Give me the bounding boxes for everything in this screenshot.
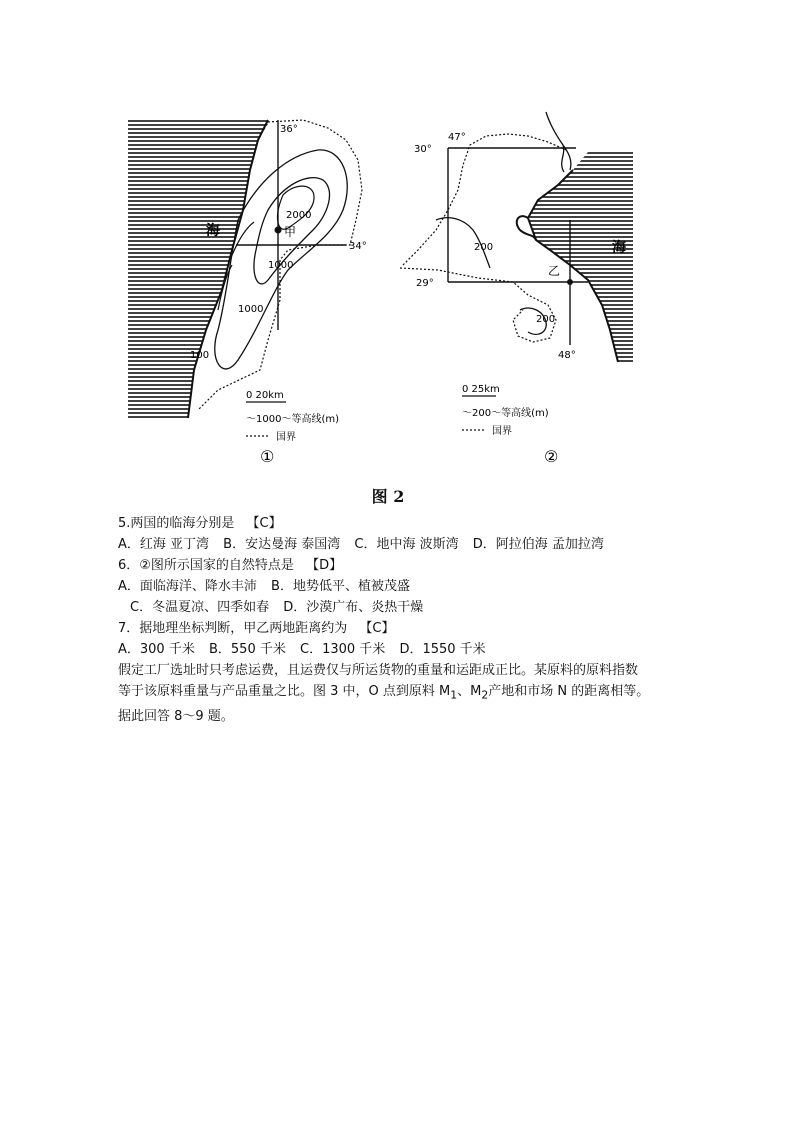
river-2 <box>546 112 571 172</box>
map-number-2: ② <box>544 447 559 466</box>
passage-line-1: 假定工厂选址时只考虑运费，且运费仅与所运货物的重量和运距成正比。某原料的原料指数 <box>118 663 639 678</box>
legend-border-2: 国界 <box>492 426 512 437</box>
passage-line-2 <box>118 681 698 706</box>
q6-option-b: B．地势低平、植被茂盛 <box>271 579 410 594</box>
question-6-stem: 6．②图所示国家的自然特点是 <box>118 558 294 573</box>
q5-option-a: A．红海 亚丁湾 <box>118 537 210 552</box>
lat-29-label: 29° <box>416 278 434 289</box>
question-5-stem: 5.两国的临海分别是 <box>118 516 235 531</box>
legend-contour-1: ～1000～等高线(m) <box>246 414 339 425</box>
question-7-stem: 7．据地理坐标判断，甲乙两地距离约为 <box>118 621 348 636</box>
q6-option-c: C．冬温夏凉、四季如春 <box>130 600 270 615</box>
legend-contour-2: ～200～等高线(m) <box>462 408 549 419</box>
q6-option-d: D．沙漠广布、炎热干燥 <box>283 600 424 615</box>
scale-label-1: 0 20km <box>246 390 284 401</box>
figure-2 <box>118 100 658 510</box>
question-6-answer: 【D】 <box>306 558 343 573</box>
q5-option-b: B．安达曼海 泰国湾 <box>223 537 341 552</box>
passage-line-3: 据此回答 8～9 题。 <box>118 708 234 724</box>
legend-border-1: 国界 <box>276 432 296 443</box>
question-6 <box>118 555 698 576</box>
place-label-jia: 甲 <box>284 225 297 239</box>
question-block <box>118 513 698 727</box>
passage-line-2-part-c: 产地和市场 N 的距离相等。 <box>488 684 650 699</box>
q5-option-c: C．地中海 波斯湾 <box>354 537 459 552</box>
q6-option-a: A．面临海洋、降水丰沛 <box>118 579 257 594</box>
lat-30-label: 30° <box>414 144 432 155</box>
map-2 <box>400 112 633 466</box>
q7-option-d: D．1550 千米 <box>399 642 486 657</box>
place-dot-yi <box>567 279 573 285</box>
maps-illustration <box>118 100 658 480</box>
place-dot-jia <box>275 227 282 234</box>
contour-inner-1 <box>278 186 314 229</box>
question-7-options <box>118 639 698 660</box>
question-6-options-row2 <box>118 597 698 618</box>
question-5 <box>118 513 698 534</box>
q7-option-a: A．300 千米 <box>118 642 195 657</box>
question-7-answer: 【C】 <box>359 621 395 636</box>
sea-label-1: 海 <box>206 223 220 239</box>
contour-label-2000: 2000 <box>286 210 312 221</box>
subscript-2: 2 <box>481 688 489 702</box>
passage-line-2-part-b: 、M <box>457 684 482 699</box>
q7-option-c: C．1300 千米 <box>300 642 386 657</box>
passage-line-2-part-a: 等于该原料重量与产品重量之比。图 3 中，O 点到原料 M <box>118 684 451 699</box>
scale-label-2: 0 25km <box>462 384 500 395</box>
question-5-answer: 【C】 <box>246 516 282 531</box>
lon-47-label: 47° <box>448 132 466 143</box>
subscript-1: 1 <box>450 688 458 702</box>
q7-option-b: B．550 千米 <box>208 642 286 657</box>
map-number-1: ① <box>260 447 275 466</box>
q5-option-d: D．阿拉伯海 孟加拉湾 <box>472 537 604 552</box>
sea-area-1 <box>128 120 268 418</box>
sea-label-2: 海 <box>612 240 626 256</box>
lon-48-label: 48° <box>558 350 576 361</box>
contour-label-200-b: 200 <box>536 314 556 325</box>
figure-caption: 图 2 <box>371 487 405 506</box>
lat-34-label: 34° <box>349 241 367 252</box>
contour-label-1000-b: 1000 <box>238 304 264 315</box>
contour-label-1000-a: 1000 <box>268 260 294 271</box>
map-1 <box>128 120 367 466</box>
contour-label-200-a: 200 <box>474 242 494 253</box>
place-label-yi: 乙 <box>548 264 561 278</box>
question-7 <box>118 618 698 639</box>
question-5-options <box>118 534 698 555</box>
question-6-options-row1 <box>118 576 698 597</box>
lat-36-label: 36° <box>280 124 298 135</box>
contour-label-100: 100 <box>190 350 210 361</box>
